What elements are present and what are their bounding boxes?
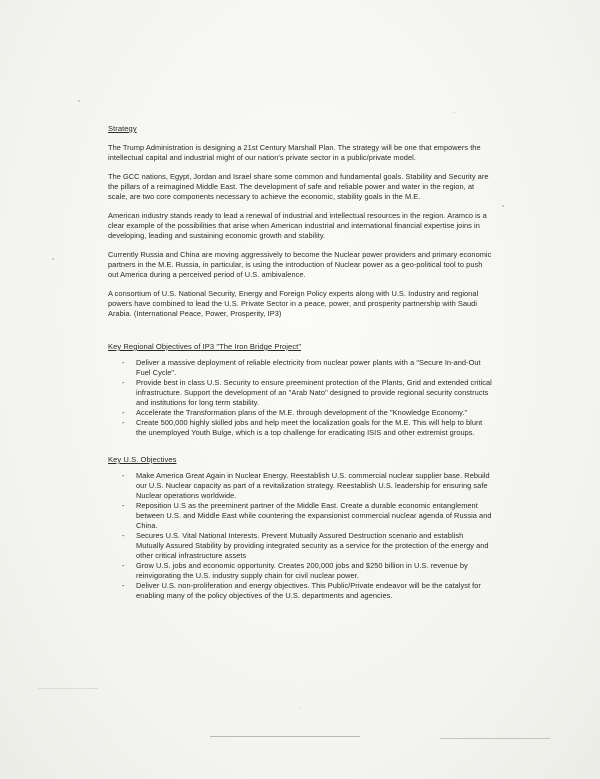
us-objective-item: - Grow U.S. jobs and economic opportunity. Creates 200,000 jobs and $250 billion in U.S. revenue by reinvigorating the U.S. industry supply chain for civil nuclear power. (122, 561, 493, 581)
us-objective-item: - Deliver U.S. non-proliferation and energy objectives. This Public/Private endeavor will be the catalyst for enabling many of the policy objectives of the U.S. departments and agencies. (122, 581, 493, 601)
strategy-heading: Strategy (108, 124, 137, 133)
us-objective-item: - Secures U.S. Vital National Interests. Prevent Mutually Assured Destruction scenario and establish Mutually Assured Stability by providing integrated security as a service for the protection of the energy and other critical infrastructure assets (122, 531, 493, 561)
scan-line (210, 736, 360, 737)
scan-speck (454, 112, 455, 113)
scan-smudge (38, 688, 98, 689)
us-objective-item: - Reposition U.S as the preeminent partner of the Middle East. Create a durable economic entanglement between U.S. and Middle East while countering the expansionist commercial nuclear agenda of Russia and China. (122, 501, 493, 531)
regional-objective-item: - Accelerate the Transformation plans of the M.E. through development of the "Knowledge Economy." (122, 408, 493, 418)
regional-objective-item: - Create 500,000 highly skilled jobs and help meet the localization goals for the M.E. This will help to blunt the unemployed Youth Bulge, which is a top challenge for eradicating ISIS and other extremist groups. (122, 418, 493, 438)
strategy-paragraph-1: The Trump Administration is designing a 21st Century Marshall Plan. The strategy will be one that empowers the intellectual capital and industrial might of our nation's private sector in a public/private model. (108, 143, 481, 162)
regional-objectives-heading: Key Regional Objectives of IP3 "The Iron Bridge Project" (108, 342, 302, 351)
scan-speck (52, 258, 54, 260)
strategy-paragraph-4: Currently Russia and China are moving aggressively to become the Nuclear power providers and primary economic partners in the M.E. Russia, in particular, is using the introduction of Nuclear power as a geo-political tool to push out America during a perceived period of U.S. ambivalence. (108, 250, 492, 279)
scan-line (440, 738, 550, 739)
regional-objective-item: - Deliver a massive deployment of reliable electricity from nuclear power plants with a "Secure In-and-Out Fuel Cycle". (122, 358, 493, 378)
us-objective-item: - Make America Great Again in Nuclear Energy. Reestablish U.S. commercial nuclear supplier base. Rebuild our U.S. Nuclear capacity as part of a revitalization strategy. Reestablish U.S. leadership for ensuring safe Nuclear operations worldwide. (122, 471, 493, 501)
us-objectives-heading: Key U.S. Objectives (108, 455, 177, 464)
scan-speck (78, 100, 80, 102)
document-body (108, 124, 493, 610)
scan-speck (502, 205, 504, 207)
us-objectives-list (108, 471, 493, 601)
regional-objectives-list (108, 358, 493, 438)
regional-objective-item: - Provide best in class U.S. Security to ensure preeminent protection of the Plants, Grid and extended critical infrastructure. Support the development of an "Arab Nato" designed to provide regional security constructs and institutions for long term stability. (122, 378, 493, 408)
strategy-paragraph-3: American industry stands ready to lead a renewal of industrial and intellectual resources in the region. Aramco is a clear example of the possibilities that arise when American industrial and international financial expertise joins in developing, leading and sustaining economic growth and stability. (108, 211, 487, 240)
scan-speck (300, 707, 301, 708)
strategy-paragraph-5: A consortium of U.S. National Security, Energy and Foreign Policy experts along with U.S. Industry and regional powers have combined to lead the U.S. Private Sector in a peace, power, and prosperity partnership with Saudi Arabia. (International Peace, Power, Prosperity, IP3) (108, 289, 479, 318)
strategy-paragraph-2: The GCC nations, Egypt, Jordan and Israel share some common and fundamental goals. Stability and Security are the pillars of a reimagined Middle East. The development of safe and reliable power and water in the region, at scale, are two core components necessary to achieve the economic, stability goals in the M.E. (108, 172, 489, 201)
